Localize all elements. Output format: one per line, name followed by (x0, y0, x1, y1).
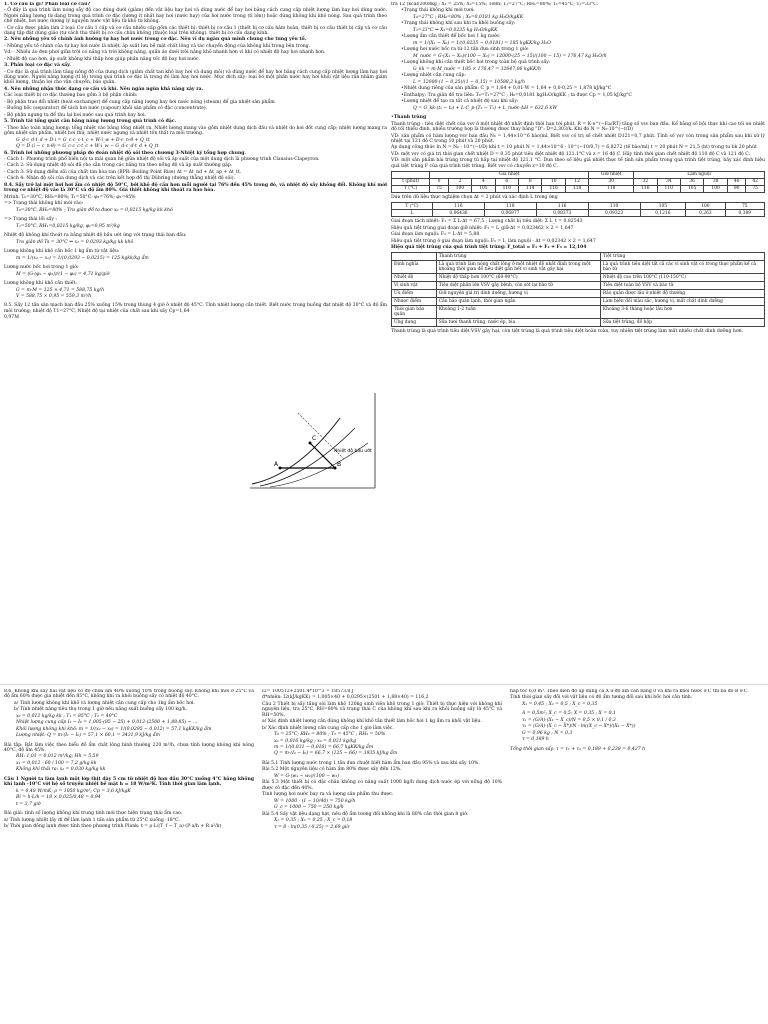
f-value-total: Hiệu quả tiệt trùng của quá trình tiệt trùng: F_total = F₁ + F₂ + F₃ = 12,104 (391, 245, 587, 251)
table-cell: Định nghĩa (392, 261, 437, 274)
question-1-body: - Ở đây là quá trình làm nóng sẫy độ cao đúng dưới (giảm) đến vật liệu hay hơi và dùng nước để hay hơi bằng cách cung cấp nhiệt lượng làm hay hơi dùng nước. Người nâng lượng từ dạng trong quá trình cơ đặc (lượng ít nhất hay hơi (nước hay) của hơi nước trong (tỉ lớn)) hoặc dùng không khí khô nóng. Sau quá trình theo chế nhiệt, hơi nước dương lý nguyên nước vật liệu từ khô từ không. (4, 8, 387, 25)
step-2: • Trạng thái không khí sau khi ra khỏi buồng sấy: (401, 21, 765, 26)
solution-line: τ₁ = (G/A)·(X₁ − X_c)/N = 0,5 × 0,1 / 0,3 (522, 717, 616, 723)
question-3-body: - Cơ đặc là quá trình làm tăng nồng độ của dung dịch (giảm chất tan khô bay hơi và dung môi) và dùng nước để hay hơi bằng cách cung cấp nhiệt lượng làm hay hơi dùng nước. Người nâng lượng (tỉ lệ) trong quá trình cơ đặc là trong đó làm hay hơi nước. Mục đích sấy: loại bỏ một phần nước hay hơi khỏi vật liệu rắn nhằm giảm khối lượng, thuận lợi cho vận chuyển, bảo quản. (4, 69, 387, 86)
table-row (392, 306, 765, 319)
solution-line: hấp tốc 6,0 m³. Theo diễn đồ áp dụng cả X ở độ ẩm cân bằng 0 và khí ra khỏi nước ở C thì bá đồ B ở C. (510, 689, 749, 694)
table-cell: Cần bảo quản lạnh, thời gian ngắn (436, 298, 600, 306)
step-c-formula: Tra giản đồ Ts = 30°C ⇒ x₂ = 0,0293 kg/kg kk khô (16, 239, 134, 245)
table-cell: 34 (657, 178, 680, 185)
table-cell: 100 (704, 185, 727, 192)
question-5-formula-1: G_d·c_d·t_d + D·i = G_c·c_c·t_c + W·i_w + D·c_n·θ + Q_tt (16, 137, 150, 143)
solution-line: τ = 8 · ln(0,35 / 0,25) = 2,69 giờ (274, 824, 350, 830)
step-6: • Lượng nhiệt cần cung cấp: (401, 73, 765, 78)
problem-8-9-a: a/ Tính lượng nhiệt lấy đi để làm lạnh 1 tấn sản phẩm từ 25°C xuống -18°C. (4, 817, 180, 823)
table-cell: T (°C) (392, 203, 433, 210)
table-cell: 114 (519, 185, 542, 192)
question-4-item-2: - Buồng bốc (separator) để tách hơi nước (vapour) khỏi sản phẩm cô đặc (concentrate). (4, 106, 208, 112)
step-4: • Lượng hơi nước bốc ra từ 12 tấn dựa sinh trong 1 giờ: (401, 47, 765, 52)
step-5: • Lượng không khí cần thiết bốc hơi trong toàn bộ quá trình sấy: (401, 60, 765, 65)
table-cell: 0,09323 (588, 210, 640, 217)
question-2-lower: Câu 2 Thiết bị sấy tầng sôi làm khô 120kg sinh viên khô trong 1 giờ. Thiết bị thực hiện với không khí nguyên liệu, tra 25°C, RH=80% và trạng thái C của không khí sau khi ra khỏi buồng sấy là 45°C và RH=50%. (262, 701, 502, 718)
table-cell: Ưu điểm (392, 290, 437, 298)
table-cell: 75 (430, 185, 449, 192)
table-header-cell: Thanh trùng (436, 253, 600, 261)
table-cell: 105 (472, 185, 495, 192)
f-value-2: Hiệu quả tiệt trùng giai đoạn giữ nhiệt: F₂ = L_giữ·∆t = 0,023462 × 2 = 1,647 (391, 225, 574, 231)
problem-8-5-tail: 0,97M (4, 315, 19, 321)
solution-line: I2= 1005T2+2501.4*10^3 = 18573.8 J (262, 689, 354, 694)
pasteurization-heading: Thanh trùng (393, 115, 427, 121)
table-cell: 110 (495, 185, 518, 192)
temperature-profile-table (391, 171, 765, 193)
question-4-item-3: - Bộ phận ngưng tụ để thu lại hơi nước sau quá trình bay hơi. (4, 112, 147, 118)
step-2-value: T₂=33°C ⇒ X₂=0,0235 kg H₂O/kgKK (413, 27, 498, 33)
table-cell: 0,06436 (433, 210, 485, 217)
table-row (392, 261, 765, 274)
f-value-1: Giai đoạn tách nhiệt: F₁ = Σ L·∆t = 67,5 ; Lượng chất bị tiêu diệt: Σ L_t = 0,82543 (391, 219, 583, 225)
table-header-cell (392, 171, 430, 178)
table-cell: Khoảng 1-2 tuần (436, 306, 600, 319)
table-cell: 2 (448, 178, 471, 185)
question-5-title: 5. Trình tài tổng quát cân bằng năng lượng trong quá trình cô đặc. (4, 119, 177, 125)
table-cell: 0,263 (686, 210, 725, 217)
table-row (392, 298, 765, 306)
table-cell: 75 (725, 203, 764, 210)
step-f-title: Lượng không khí khô cần thiết: (4, 281, 77, 287)
solution-line: T₀ = 25°C; RH₀ = 80% ; T₂ = 45°C ; RH₂ = 50% (274, 732, 386, 738)
table-header-cell: Gia nhiệt (430, 171, 589, 178)
problem-5-2: Bài 5.2 Một nguyên liệu có hàm ẩm 80% được sấy đến 12%. (262, 767, 402, 773)
solution-line: W = 1000 · (1 − 10/40) = 750 kg/h (274, 798, 356, 804)
solution-line: τ₂ = (G/A)·(X_c − X*)/N · ln((X_c − X*)/(X₂ − X*)) (522, 724, 636, 730)
lower-column-3 (510, 689, 764, 1023)
table-cell: 0,08373 (536, 210, 588, 217)
solution-line: k = 0,48 W/mK; ρ = 1050 kg/m³; Cp = 3,6 kJ/kgK (16, 788, 131, 794)
lower-column-2 (262, 689, 502, 1023)
question-5-formula-2: Q = D·(i − c_n·θ) = G_c·c_c·t_c + W·i_w − G_d·c_d·t_d + Q_tt (16, 144, 159, 150)
f-value-4: Hiệu quả tiệt trùng ở giai đoạn làm nguội: F₃ = L_làm nguội · ∆t = 0,02342 × 2 = 1,647 (391, 238, 596, 244)
solution-line: đ*nhiên: I2(kJ/kgKK) = 1,005×40 + 0,0295×(2501 + 1,88×40) = 116,2 (262, 695, 429, 701)
table-cell: Giữ nguyên giá trị dinh dưỡng, hương vị (436, 290, 600, 298)
problem-8-6-b: b/ Tính nhiệt năng tiêu thụ trong 1 giờ nếu năng suất buồng sấy 100 kg/h. (14, 707, 188, 713)
table-cell: Vi sinh vật (392, 282, 437, 290)
solution-line: Khối lượng không khí khô: m = 1/(x₂ − x₀) = 1/(0,0295 − 0,012) = 57,1 kgKK/kg ẩm (16, 726, 212, 732)
solution-line: Tính lượng hơi nước bay ra và lượng sản phẩm thu được. (262, 792, 394, 798)
table-row (392, 319, 765, 327)
step-3-value: m = 1/(X₂ − X₀) = 1/(0,0235 − 0,0181) = 185 kgKK/kg H₂O (413, 40, 551, 46)
table-cell: 100 (448, 185, 471, 192)
step-b-title: => Trạng thái lối sấy : (4, 217, 57, 223)
solution-line: Không khí thải ra: x₂ = 0,030 kg/kg kk (16, 767, 106, 773)
solution-line: b/ Xác định nhiệt lượng cần cung cấp cho 1 giờ làm việc. (262, 725, 394, 731)
psychrometric-sketch (240, 388, 380, 498)
table-header-row (392, 171, 765, 178)
table-cell: 30 (589, 178, 634, 185)
problem-5-4: Bài 5.4 Sấy vật liệu dạng hạt, nếu độ ẩm tương đối không khí là 80% cần thời gian 8 giờ. (262, 811, 469, 817)
table-cell: 12 (565, 178, 588, 185)
table-cell: Khoảng 3-6 tháng hoặc lâu hơn (600, 306, 764, 319)
table-cell: L (392, 210, 433, 217)
figure-caption: Nhiệt độ bầu ướt (334, 449, 372, 454)
solution-line: Q = m·(I₂ − I₀) = 66,7 × (125 − 66) = 3935 kJ/kg ẩm (274, 751, 398, 757)
question-6-method-3: - Cách 3: Sử dụng điểm sôi của chất tan hòa tan (BPR: Boiling Point Rise) Δt = Δt_nd + Δt_ap + Δt_tt. (4, 169, 242, 175)
lethality-table (391, 202, 765, 217)
question-1-classification: - Cơ cấu được phân làm 2 loại: Cơ cấu 1 cấp và cơ cấu nhiều cấp gồm các thiết bị: thiết bị cơ cấu 1 (thiết bị cơ cấu hâm hoàn, thiết bị cơ cấu thiết bị cấp và cơ cấu dạng tập đặt dùng giáo (tự cách thu thiết bị cơ cấu chân không (thuộc loại trên không). thiết bị cơ cấu dạng kính. (4, 25, 387, 36)
table-cell: Sữa tiệt trùng, đồ hộp (600, 319, 764, 327)
table-cell: 110 (657, 185, 680, 192)
table-row (392, 178, 765, 185)
table-2-caption: Dựa trên dữ liệu thực nghiệm chọn ∆t = 2 phút và xác định L trong ứng (391, 194, 558, 200)
comparison-table (391, 252, 765, 327)
table-row (392, 274, 765, 282)
problem-8-6: 8.6. Không khí sấy hai vật liệu có độ chứa ẩm 40% xuống 10% trong buồng sấy. Không khí mới ở 25°C và độ ẩm 60% được gia nhiệt đến 85°C, không khí ra khỏi buồng sấy có nhiệt độ 40°C. (4, 689, 254, 700)
problem-8-9: Bài giải: tính số lượng không khí trung tính mới thực hiện trạng thái ẩm cao. (4, 811, 183, 817)
solution-line: RH: 1,01 = 0,012 m³/kg; Hh = 5,59 (16, 754, 99, 760)
problem-8-4-solution (4, 201, 234, 299)
solution-line: Nhiệt lượng cung cấp I₁ − I₀ = 1,005·(85 − 25) + 0,012·(2500 + 1,88·85) − ... (16, 720, 198, 726)
table-cell: 118 (589, 185, 634, 192)
table-cell: 90 (727, 185, 746, 192)
table-cell: 36 (680, 178, 703, 185)
question-2-example: Vd: - Nhiều áo đen phơi giữa trời có nắng và trời không nắng, quần áo dưới trời nắng khô nhanh hơn vì khi có nhiệt độ hay hơi nhanh hơn. (4, 50, 326, 56)
step-e-formula: M = (G·(φ₁ − φ₂))/(1 − φ₂) = 4,71 kg/giờ (16, 271, 110, 277)
step-e-title: Lượng nước bốc hơi trong 1 giờ: (4, 265, 79, 271)
table-cell: t (phút) (392, 178, 430, 185)
solution-line: G = 0,96 kg ; N = 0,3 (522, 730, 573, 736)
table-header-cell: Làm nguội (634, 171, 765, 178)
step-a-formula: T₀=30°C, RH₀=80% ; Tra giản đồ ta được x₀ = 0,0215 kg/kg kk khô (16, 207, 173, 213)
question-2-body: - Những yếu tố chính của tự hay hơi nước là nhiệt, áp suất lưu bề mặt chất lỏng và tác chuyển động của không khí trong bên trong. (4, 43, 311, 49)
table-cell: Ứng dụng (392, 319, 437, 327)
table-cell: Làm biến đổi màu sắc, hương vị, mất chất dinh dưỡng (600, 298, 764, 306)
table-cell: 116 (433, 203, 485, 210)
f-value-3: Giai đoạn làm nguội: F₃ = L·Δt = 5,88 (391, 232, 480, 238)
table-cell: 6 (495, 178, 518, 185)
solution-line: G_c = 1000 − 750 = 250 kg/h (274, 805, 344, 811)
label-b: B (337, 461, 342, 468)
step-7: • Nhiệt dung riêng của sản phẩm: C_p = 1,64 + 0,01·W = 1,64 + 0,0·0,25 = 1,878 kJ/kg°C (401, 86, 765, 91)
question-5-body: - Theo bảo toàn năng lượng: tổng nhiệt vào bằng tổng nhiệt ra. Nhiệt lượng mang vào gồm nhiệt dung dịch đầu và nhiệt do hơi đốt cung cấp; nhiệt lượng mang ra gồm nhiệt sản phẩm, nhiệt hơi thứ, nhiệt nước ngưng và nhiệt tổn thất ra môi trường. (4, 125, 387, 137)
step-9-value: Q = G_kk·(t₁ − t₀) + L·C_p·(T₂ − T₁) + L_nước·ΔH = 632,6 kW (413, 105, 557, 111)
point-a (279, 467, 282, 470)
table-cell: 118 (484, 203, 536, 210)
label-a: A (274, 461, 279, 468)
question-2-example-2: - Nhiệt độ cao hơn, áp suất không khí thấp hơn giúp phần nâng tốc độ bay hơi nước. (4, 56, 200, 62)
step-1: • Trạng thái không khí mới tươi: (401, 8, 765, 13)
question-4-title: 4. Nêu những nhận thức dạng cơ cấu và khí. Nêu ngăn ngừa khả năng xảy ra. (4, 86, 204, 92)
table-cell: Thời gian bảo quản (392, 306, 437, 319)
step-a-title: => Trạng thái không khí mới vào: (4, 201, 84, 207)
solution-line: x₀ = 0,012 kg/kg kk ; T₁ = 85°C ; T₂ = 40°C (16, 713, 118, 719)
question-6-title: 6. Trình lơi những phương pháp đo đoán nhiệt độ sôi theo chương 3-Nhiệt ký tổng hợp chung. (4, 150, 247, 156)
solution-line: t = 3,7 giờ (16, 801, 41, 807)
solution-line: a/ Xác định nhiệt lượng cần dùng không khí khô tần thiết làm bốc hơi 1 kg ẩm ra khỏi vật liệu. (262, 719, 482, 725)
step-5-value: G_kk = m·M_nước = 185 × 176,47 = 32647,06 kgKK/h (413, 66, 541, 72)
step-8: • Enthalpy: Tra giản đồ tra liên: T₀=T₁=27°C ; H₀=0,0181 kgH₂O/kgKK ; ta được Cp = 1,05 kJ/kg°C (401, 93, 765, 98)
table-cell: Nhược điểm (392, 298, 437, 306)
step-6-value: L = 12000·(1 − 0,25)/(1 − 0,15) = 10588,2 kg/h (413, 79, 525, 85)
solution-line: W = G·(w₁ − w₂)/(100 − w₂) (274, 773, 339, 779)
table-row (392, 290, 765, 298)
table-cell: 0 (430, 178, 449, 185)
problem-8-7: Bài tập: Bắt làm việc theo biểu đồ ẩm chất lỏng bình thường 220 m³/h, chưa tính lượng không khí nóng 40°C, độ ẩm 45%. (4, 742, 254, 753)
solution-line: m = 1/(0,031 − 0,016) = 66,7 kgKK/kg ẩm (274, 744, 374, 750)
problem-5-1: Bài 5.1 Tính lượng nước trong 1 tấn dưa chuột biết hàm ẩm ban đầu 95% và sau khi sấy 10%. (262, 760, 480, 766)
solution-line: Lượng nhiệt: Q = m·(I₁ − I₀) = 57,1 × 60,1 = 3431,9 kJ/kg ẩm (16, 733, 160, 739)
problem-8-4-given: Mrình: T₀=30°C, RH₀=80%; T₁=50°C; φ₂=76%; φ₁=45% (4, 194, 136, 200)
question-6-body: - Cách 1: Phương trình phổ biến nội ta mái quan hệ giữa nhiệt độ sôi và áp suất của một dung dịch là phương trình Clausius-Clapeyron. (4, 156, 320, 162)
table-cell: 8 (519, 178, 542, 185)
table-cell: 100 (686, 203, 725, 210)
solution-line: A = 0,5m²; X_c = 0,5; X = 0,35 ; X = 0,1 (522, 711, 616, 717)
step-3: • Lượng ẩm cần thiết để bốc hơi 1 kg nước: (401, 34, 765, 39)
pasteurization-body: Thanh trùng : tiêu diệt chết của vsv ở một nhiệt độ nhất định thời hạn tới phút. R = K·e^(−Ea/RT) tăng số vsv ban đầu. Kể bằng số bội thực khi cao tối ưu nhiệt độ tối thiểu định, nhiều trường hợp là thường được thay bằng "D": D=2,303/k. Khi đó N = N₀·10^(−t/D) (391, 121, 765, 133)
step-d-formula: m = 1/(x₂ − x₁) = 1/(0,0293 − 0,0215) = 125 kgkk/kg ẩm (16, 255, 149, 261)
problem-8-8: Câu 1 Người ta làm lạnh một lớp thịt dày 5 cm từ nhiệt độ ban đầu 30°C xuống 4°C bằng không khí lạnh -10°C với hệ số truyền nhiệt bề mặt h = 18 W/m²K. Tính thời gian làm lạnh. (4, 776, 254, 788)
table-cell: 105 (640, 203, 686, 210)
table-cell: 110 (588, 203, 640, 210)
table-cell: Bảo quản được lâu ở nhiệt độ thường (600, 290, 764, 298)
label-c: C (312, 435, 317, 442)
table-cell: Nhiệt độ thấp hơn 100°C (60-90°C) (436, 274, 600, 282)
question-4-body: Các loại thiết bị cơ đặc thường bao gồm 3 bộ phận chính: (4, 93, 138, 99)
solution-line: Bi = h·L/k = 18 × 0,025/0,48 = 0,94 (16, 795, 101, 801)
example-2: VD: một vsv có giá trị thời gian chết nhiệt D = 0,35 phút tiêu diệt nhiệt độ 121.1°C và z = 16 độ C. Hãy tính thời gian chết nhiệt độ 110 độ C và 121 độ C. (391, 151, 751, 157)
table-header-cell: Giữ nhiệt (589, 171, 634, 178)
solution-line: X₁ = 0,45 ; X₂ = 0,5 ; X_c = 0,35 (522, 701, 598, 707)
problem-5-3: Bài 5.3 Một thiết bị cô đặc chân không có năng suất 1000 kg/h dung dịch nước ép với nồng độ 10% được cô đặc đến 40%. (262, 780, 502, 791)
step-b-formula: T₁=50°C, RH₁=0,0215 kg/kg, φ₁=0,95 m³/kg (16, 223, 120, 229)
example-3: VD: một sản phẩm bài trùng trong tủ hấp tại nhiệt độ 121.1 °C. Dựa theo số liệu giá nhiệt thực tế tính sản phẩm trong quá trình tiệt trùng, hãy xác định hiệu quả tiệt trùng F của quá trình tiệt trùng. Biết vsv có chuyển z=10 độ C. (391, 158, 765, 169)
table-cell: 10 (542, 178, 565, 185)
table-cell: 0,389 (725, 210, 764, 217)
table-cell: T (°C) (392, 185, 430, 192)
table-cell: Tiêu diệt toàn bộ VSV và bào tử (600, 282, 764, 290)
table-cell: Là quá trình tiêu diệt tất cả các vi sinh vật có trong thực phẩm kể cả bào tử (600, 261, 764, 274)
table-header-cell: Tiệt trùng (600, 253, 764, 261)
table-row (392, 282, 765, 290)
lower-column-1 (4, 689, 254, 1023)
table-cell: 4 (472, 178, 495, 185)
table-header-row (392, 253, 765, 261)
problem-8-9-b: b/ Thời gian đông lạnh được tính theo phương trình Plank: t = ρ·L/(T_f − T_a)·(P·a/h + R·a²/k) (4, 824, 222, 830)
solution-line: τ = 0,189 h (522, 737, 549, 743)
step-d-title: Lượng không khí khô cần bốc 1 kg ẩm từ vật liệu: (4, 249, 120, 255)
table-cell: 42 (746, 178, 765, 185)
example-1: VD: sản phẩm có hàm lượng vsv ban đầu N₀ = 1,44×10^6 bào/ml. Biết vsv có trị số chết nhiệt D121=0,7 phút. Tính số vsv còn trong sản phẩm sau khi xử lý nhiệt tại 121 độ C trong 10 phút và 20 phút. (391, 133, 765, 144)
solution-line: X₁ = 0,35 ; X₂ = 0,25 ; X_c = 0,18 (274, 818, 353, 824)
step-1-value: T₀=27°C ; RH₀=80% ; X₀=0,0181 kg H₂O/kgKK (413, 14, 524, 20)
question-3-title: 3. Phân loại cơ đặc và sấy. (4, 63, 71, 69)
problem-8-5: 8.5. Sấy 12 tấn sản mạch ban đầu 25% xuống 15% trong thùng 4 giờ ở nhiệt độ 45°C. Tính nhiệt lượng cần thiết. Biết nước trong buồng đạt nhiệt độ 30°C và độ ẩm môi trường; nhiệt độ T1=27°C, Nhiệt độ tại nhiệt của chất sau khi sấy Cp=1,64 (4, 303, 387, 314)
right-text-column (391, 2, 765, 674)
table-cell: 38 (704, 178, 727, 185)
table-cell: 118 (565, 185, 588, 192)
question-6-method-2: - Cách 2: Sử dụng nhiệt độ sôi đã cho sẵn trong các bảng tra theo nồng độ và áp suất thường gặp. (4, 163, 233, 169)
document-page-lower (0, 684, 768, 1024)
table-cell: 32 (634, 178, 657, 185)
example-1-solution: Áp dụng công thức ln N = N₀ · 10^(−t/D) khi t = 10 phút N = 1,44×10^6 · 10^(−10/0,7) = 6,8272 (tế bào/ml) t = 20 phút N = 21,5 (bt) trong tu bk 20 phút (391, 145, 757, 151)
table-cell: Là quá trình làm nóng chất lỏng ở một nhiệt độ nhất định trong một khoảng thời gian để tiêu diệt gần hết vi sinh vật gây hại (436, 261, 600, 274)
question-4-item-1: - Bộ phận trao đổi nhiệt (heat exchanger) để cung cấp năng lượng hay hơi nước nóng (steam) để gia nhiệt sản phẩm. (4, 99, 277, 105)
problem-8-6-a: a/ Tính lượng không khí khô và lượng nhiệt cần cung cấp cho 1kg ẩm bốc hơi. (14, 700, 195, 706)
table-cell: 0,06977 (484, 210, 536, 217)
pasteurization-intro (391, 115, 765, 120)
table-row (392, 210, 765, 217)
table-header-cell (392, 253, 437, 261)
table-cell: 116 (634, 185, 657, 192)
solution-line: x₁ = 0,012 · 60 / 100 = 7,2 g/kg kk (16, 760, 97, 766)
table-cell: 75 (746, 185, 765, 192)
table-cell: 116 (542, 185, 565, 192)
solution-line: x₀ = 0,016 kg/kg ; x₂ = 0,031 kg/kg (274, 738, 357, 744)
table-cell: Nhiệt độ cao trên 100°C (110-150°C) (600, 274, 764, 282)
table-cell: 0,1216 (640, 210, 686, 217)
table-cell: 116 (536, 203, 588, 210)
conclusion-note: Thanh trùng là quá trình tiêu diệt VSV gây hại, còn tiệt trùng là quá trình tiêu diệt hoàn toàn, tuy nhiên tiệt trùng làm mất nhiều chất dinh dưỡng hơn. (391, 329, 744, 335)
table-cell: Sữa tươi thanh trùng, nước ép, bia (436, 319, 600, 327)
problem-8-4: 8.4. Sấy trở lại một hơi hơi ẩm có nhiệt độ 50°C, bởi khô độ cần hơn mỗi người tại 76% đến 45% trong đó, và nhiệt độ sấy không đổi. Không khí mới trong cơ nhiệt độ vào là 30°C và độ ẩm 80%. Giá thiết không khí thoát ra bảo hòa. (4, 182, 387, 194)
step-g-formula: V = 588,75 × 0,95 = 559,3 m³/h (16, 294, 92, 299)
step-9: • Lượng nhiệt để tạo ra tất cả nhiệt độ sau khi sấy: (401, 99, 765, 104)
step-c-title: Nhiệt độ không khí thoát ra bằng nhiệt độ bầu ướt ứng với trạng thái ban đầu: (4, 233, 187, 239)
table-cell: Nhiệt độ (392, 274, 437, 282)
question-1-title: 1. Cơ cấu là gì? Phân loại cơ cấu? (4, 2, 91, 7)
question-6-method-4: - Cách 4: Nhận độ sôi của dung dịch và các trên kết hợp đồ thị Dühring (dường thẳng nhiệt độ sôi). (4, 176, 236, 182)
table-cell: 105 (680, 185, 703, 192)
left-text-column (4, 2, 387, 674)
question-2-title: 2. Nêu những yêu tố chính ảnh hưởng tự hay hơi nước trong cơ đặc. Nêu ví dụ ngăn quá mình chung cho tung yếu tố. (4, 37, 307, 43)
right-top-line: tra 12 (kcal/2008kg ; X₁ = 25%; X₂=15%; 1e8h; T₁=27°C; RH₁=80%; T₁=45°C; T₂=33°C. (391, 2, 599, 7)
total-drying-time: Tổng thời gian sấy: τ = τ₁ + τ₂ = 0,189 + 0,238 = 0,427 h (510, 746, 646, 752)
solution-line: Tính thời gian sấy đối với vật liệu có độ ẩm tương đối sau khi bốc hơi cần tính. (510, 695, 693, 701)
table-cell: Tiêu diệt phần lớn VSV gây bệnh, còn sót lại bào tử (436, 282, 600, 290)
step-4-value: M_nước = G·(X₁ − X₂)/(100 − X₂) = 12000·(25 − 15)/(100 − 15) = 176,47 kg H₂O/h (413, 53, 607, 59)
table-cell: 40 (727, 178, 746, 185)
table-row (392, 185, 765, 192)
table-row (392, 203, 765, 210)
step-f-formula: G = m·M = 125 × 4,71 = 588,75 kg/h (16, 287, 105, 293)
